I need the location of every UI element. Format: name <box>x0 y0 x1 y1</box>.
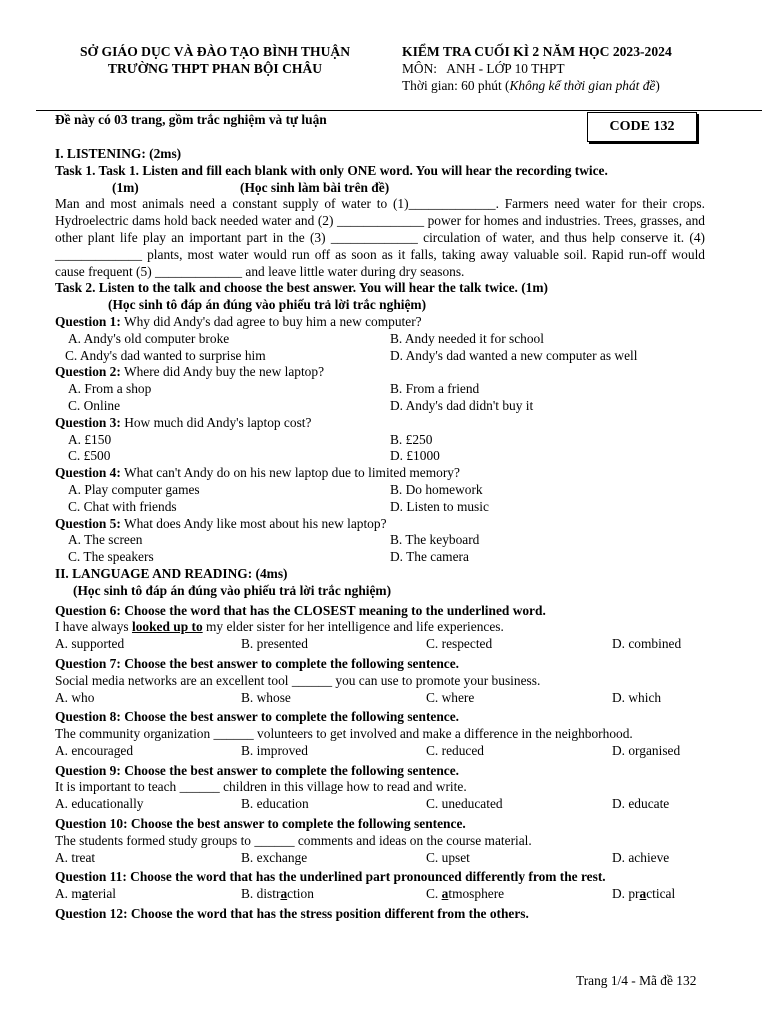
option-d[interactable]: D. educate <box>612 796 670 812</box>
answer-options <box>55 331 705 348</box>
question-7-title: Question 7: Choose the best answer to complete the following sentence. <box>55 655 460 671</box>
answer-options <box>55 796 705 813</box>
task2-note: (Học sinh tô đáp án đúng vào phiếu trả lời trắc nghiệm) <box>108 297 427 313</box>
department-name: SỞ GIÁO DỤC VÀ ĐÀO TẠO BÌNH THUẬN <box>79 44 351 59</box>
listening-question <box>55 465 705 482</box>
option-d[interactable]: D. achieve <box>612 849 670 865</box>
answer-options <box>55 381 705 398</box>
option-c[interactable] <box>426 886 612 903</box>
listening-question <box>55 415 705 432</box>
header-divider <box>36 110 762 111</box>
option-a[interactable]: A. treat <box>55 849 96 865</box>
reading-note: (Học sinh tô đáp án đúng vào phiếu trả lời trắc nghiệm) <box>73 582 392 598</box>
task2-title: Task 2. Listen to the talk and choose the best answer. You will hear the talk twice. (1m) <box>55 280 548 296</box>
option-b[interactable]: B. exchange <box>241 849 308 865</box>
page-footer: Trang 1/4 - Mã đề 132 <box>576 973 697 988</box>
question-9-sentence: It is important to teach ______ children in this village how to read and write. <box>55 779 467 795</box>
task1-subline <box>55 180 705 197</box>
option-c[interactable]: C. upset <box>426 849 470 865</box>
answer-options <box>55 549 705 566</box>
option-d[interactable]: D. The camera <box>390 549 469 565</box>
answer-options <box>55 448 705 465</box>
question-label: Question 1: <box>55 313 121 329</box>
listening-section-title: I. LISTENING: (2ms) <box>55 146 182 161</box>
answer-options <box>55 886 705 903</box>
option-d[interactable]: D. Andy's dad didn't buy it <box>390 397 534 413</box>
listening-question <box>55 314 705 331</box>
reading-section-title: II. LANGUAGE AND READING: (4ms) <box>55 565 288 581</box>
question-11-title: Question 11: Choose the word that has the underlined part pronounced differently from the rest. <box>55 869 606 885</box>
option-b-underlined: a <box>280 886 288 902</box>
option-c-pre: C. <box>426 886 442 902</box>
question-6-title: Question 6: Choose the word that has the CLOSEST meaning to the underlined word. <box>55 602 546 618</box>
answer-options <box>55 532 705 549</box>
question-10-title: Question 10: Choose the best answer to complete the following sentence. <box>55 816 466 832</box>
answer-options <box>55 690 705 707</box>
task1-points: (1m) <box>112 179 139 195</box>
option-d-pre: D. pr <box>612 886 640 902</box>
listening-question <box>55 364 705 381</box>
option-d[interactable]: D. £1000 <box>390 448 440 464</box>
sentence-pre: I have always <box>55 619 132 635</box>
answer-options <box>55 348 705 365</box>
option-a-post: terial <box>88 886 117 902</box>
question-7-sentence: Social media networks are an excellent tool ______ you can use to promote your business. <box>55 672 541 688</box>
exam-time-italic: Không kể thời gian phát đề <box>509 78 656 93</box>
option-d-underlined: a <box>639 886 647 902</box>
task1-title: Task 1. Task 1. Listen and fill each blank with only ONE word. You will hear the recording twice. <box>55 162 608 178</box>
exam-code-box <box>587 112 697 142</box>
answer-options <box>55 499 705 516</box>
option-c[interactable]: C. £500 <box>68 448 111 464</box>
question-8-title: Question 8: Choose the best answer to complete the following sentence. <box>55 709 460 725</box>
option-d[interactable]: D. which <box>612 689 662 705</box>
exam-title: KIỂM TRA CUỐI KÌ 2 NĂM HỌC 2023-2024 <box>402 44 672 59</box>
option-c-underlined: a <box>441 886 449 902</box>
question-text: What can't Andy do on his new laptop due to limited memory? <box>120 465 460 481</box>
question-label: Question 4: <box>55 465 121 481</box>
option-d[interactable]: D. organised <box>612 742 681 758</box>
exam-note: Đề này có 03 trang, gồm trắc nghiệm và tự luận <box>55 112 327 127</box>
option-a[interactable] <box>55 886 241 903</box>
question-label: Question 3: <box>55 414 121 430</box>
option-a[interactable]: A. Andy's old computer broke <box>68 330 230 346</box>
option-b[interactable]: B. Do homework <box>390 481 483 497</box>
option-c-post: tmosphere <box>448 886 505 902</box>
option-a[interactable]: A. From a shop <box>68 381 152 397</box>
school-name: TRƯỜNG THPT PHAN BỘI CHÂU <box>107 61 323 76</box>
option-b[interactable]: B. From a friend <box>390 381 480 397</box>
question-8-sentence: The community organization ______ volunteers to get involved and make a difference in the neighborhood. <box>55 726 633 742</box>
option-a[interactable]: A. Play computer games <box>68 481 200 497</box>
answer-options <box>55 482 705 499</box>
option-d-post: ctical <box>646 886 676 902</box>
option-b[interactable]: B. improved <box>241 742 308 758</box>
question-text: What does Andy like most about his new laptop? <box>120 515 387 531</box>
option-b[interactable]: B. £250 <box>390 431 433 447</box>
exam-subject: MÔN: ANH - LỚP 10 THPT <box>402 61 565 76</box>
option-c[interactable]: C. reduced <box>426 742 485 758</box>
option-a-underlined: a <box>81 886 89 902</box>
task1-passage: Man and most animals need a constant supply of water to (1)_____________. Farmers need water for their crops. Hydroelectric dams hold back needed water and (2) _____________ power for homes and industries. Trees, grasses, and other plant life play an important part in the (3) _____________ circulation of water, and thus help conserve it. (4) _____________ plants, most water would run off as soon as it falls, taking away valuable soil. Rapid run-off would cause frequent (5) _____________ and leave little water during dry seasons. <box>55 196 705 279</box>
option-d[interactable]: D. combined <box>612 636 682 652</box>
question-text: Where did Andy buy the new laptop? <box>120 364 325 380</box>
option-a[interactable]: A. supported <box>55 636 125 652</box>
option-b[interactable]: B. presented <box>241 636 308 652</box>
answer-options <box>55 398 705 415</box>
option-b[interactable] <box>241 886 426 903</box>
answer-options <box>55 743 705 760</box>
option-d[interactable]: D. Listen to music <box>390 498 489 514</box>
option-a[interactable]: A. who <box>55 689 95 705</box>
exam-time-prefix: Thời gian: 60 phút ( <box>402 78 510 93</box>
option-d[interactable]: D. Andy's dad wanted a new computer as well <box>390 347 638 363</box>
task1-note: (Học sinh làm bài trên đề) <box>240 179 390 195</box>
option-c[interactable]: C. respected <box>426 636 493 652</box>
option-b[interactable]: B. The keyboard <box>390 532 480 548</box>
option-a[interactable]: A. educationally <box>55 796 144 812</box>
option-b[interactable]: B. whose <box>241 689 291 705</box>
question-text: How much did Andy's laptop cost? <box>120 414 312 430</box>
question-12-title: Question 12: Choose the word that has the stress position different from the others. <box>55 906 529 922</box>
option-d[interactable] <box>612 886 675 903</box>
option-c[interactable]: C. The speakers <box>68 549 154 565</box>
option-c[interactable]: C. Andy's dad wanted to surprise him <box>65 347 266 363</box>
question-text: Why did Andy's dad agree to buy him a new computer? <box>120 313 422 329</box>
option-b[interactable]: B. education <box>241 796 309 812</box>
option-b-pre: B. distr <box>241 886 281 902</box>
exam-time-suffix: ) <box>655 78 660 93</box>
option-c[interactable]: C. where <box>426 689 475 705</box>
option-b[interactable]: B. Andy needed it for school <box>390 330 544 346</box>
answer-options <box>55 850 705 867</box>
question-9-title: Question 9: Choose the best answer to complete the following sentence. <box>55 762 460 778</box>
exam-time <box>402 78 660 95</box>
question-6-sentence <box>55 619 705 636</box>
option-a[interactable]: A. £150 <box>68 431 112 447</box>
option-c[interactable]: C. uneducated <box>426 796 503 812</box>
answer-options <box>55 636 705 653</box>
option-a[interactable]: A. encouraged <box>55 742 134 758</box>
option-a[interactable]: A. The screen <box>68 532 143 548</box>
question-label: Question 5: <box>55 515 121 531</box>
underlined-phrase: looked up to <box>131 619 203 635</box>
listening-question <box>55 516 705 533</box>
question-10-sentence: The students formed study groups to ______ comments and ideas on the course material. <box>55 832 532 848</box>
exam-code: CODE 132 <box>609 118 675 134</box>
option-c[interactable]: C. Online <box>68 397 121 413</box>
option-c[interactable]: C. Chat with friends <box>68 498 177 514</box>
exam-body <box>55 146 705 923</box>
option-b-post: ction <box>287 886 314 902</box>
option-a-pre: A. m <box>55 886 82 902</box>
question-label: Question 2: <box>55 364 121 380</box>
sentence-post: my elder sister for her intelligence and life experiences. <box>202 619 504 635</box>
answer-options <box>55 432 705 449</box>
